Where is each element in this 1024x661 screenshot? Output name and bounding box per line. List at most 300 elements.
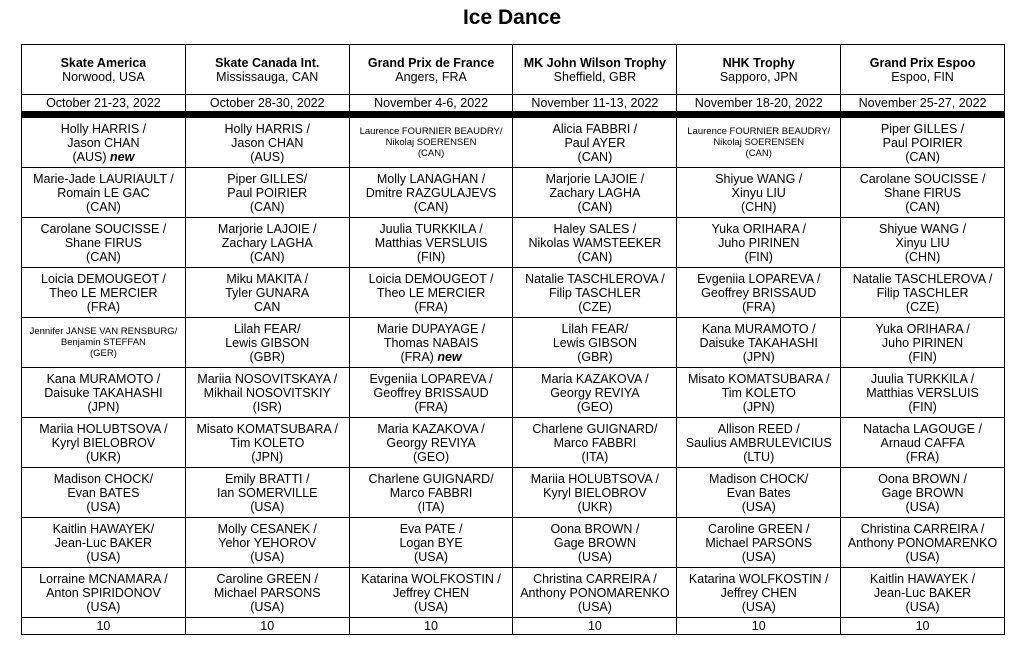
skater-2: Xinyu LIU — [731, 185, 786, 200]
team-country-line — [352, 450, 511, 464]
skater-2: Michael PARSONS — [705, 535, 813, 550]
team-country-line — [24, 450, 183, 464]
team-country-line — [188, 250, 347, 264]
entry-count-row — [22, 618, 1005, 635]
skater-1: Loicia DEMOUGEOT / — [41, 271, 166, 286]
skater-2: Filip TASCHLER — [876, 285, 969, 300]
event-header — [185, 45, 349, 95]
skater-2: Nikolaj SOERENSEN — [385, 137, 477, 148]
skater-1: Marjorie LAJOIE / — [217, 221, 317, 236]
skater-2: Jeffrey CHEN — [720, 585, 797, 600]
skater-1: Loicia DEMOUGEOT / — [368, 271, 494, 286]
skater-1: Juulia TURKKILA / — [870, 371, 975, 386]
event-location: Angers, FRA — [395, 69, 467, 84]
event-name: Skate America — [60, 55, 147, 70]
team-country-line — [352, 550, 511, 564]
team-cell — [677, 318, 841, 368]
team-cell — [349, 118, 513, 168]
team-country: (FRA) — [742, 299, 776, 314]
skater-1: Marie-Jade LAURIAULT / — [33, 171, 174, 186]
team-country: (USA) — [250, 499, 285, 514]
skater-2: Geoffrey BRISSAUD — [373, 385, 489, 400]
team-country-line — [843, 550, 1002, 564]
skater-1: Carolane SOUCISSE / — [859, 171, 986, 186]
skater-2: Gage BROWN — [553, 535, 636, 550]
skater-2: Anton SPIRIDONOV — [46, 585, 161, 600]
team-country-line — [679, 148, 838, 159]
team-cell — [185, 568, 349, 618]
skater-2: Zachary LAGHA — [549, 185, 641, 200]
skater-1: Shiyue WANG / — [879, 221, 967, 236]
skater-2: Tim KOLETO — [721, 385, 796, 400]
skater-1: Misato KOMATSUBARA / — [196, 421, 338, 436]
skater-1: Kaitlin HAWAYEK/ — [52, 521, 155, 536]
team-country: (FRA) — [905, 449, 940, 464]
team-cell — [185, 268, 349, 318]
team-cell — [185, 218, 349, 268]
team-cell — [22, 218, 186, 268]
skater-1: Oona BROWN / — [878, 471, 968, 486]
team-country: (CAN) — [417, 148, 445, 159]
skater-2: Jean-Luc BAKER — [54, 535, 153, 550]
skater-2: Kyryl BIELOBROV — [51, 435, 156, 450]
table-row — [22, 568, 1005, 618]
team-cell — [677, 268, 841, 318]
table-row — [22, 168, 1005, 218]
team-cell — [349, 518, 513, 568]
team-country-line — [188, 350, 347, 364]
skater-2: Anthony PONOMARENKO — [847, 535, 998, 550]
event-location: Mississauga, CAN — [216, 69, 319, 84]
team-cell — [22, 418, 186, 468]
event-location: Norwood, USA — [62, 69, 145, 84]
skater-1: Caroline GREEN / — [708, 521, 810, 536]
skater-1: Kaitlin HAWAYEK / — [870, 571, 976, 586]
team-country: (USA) — [905, 499, 940, 514]
skater-2: Daisuke TAKAHASHI — [699, 335, 818, 350]
team-country-line — [679, 250, 838, 264]
team-country: (CAN) — [905, 149, 940, 164]
team-country: (FIN) — [908, 349, 937, 364]
team-country: (ISR) — [252, 399, 282, 414]
skater-1: Miku MAKITA / — [226, 271, 309, 286]
team-country: (CAN) — [577, 249, 613, 264]
team-cell — [677, 368, 841, 418]
skater-1: Kana MURAMOTO / — [46, 371, 161, 386]
skater-2: Shane FIRUS — [64, 235, 142, 250]
team-country: (LTU) — [743, 449, 775, 464]
skater-2: Nikolaj SOERENSEN — [713, 137, 805, 148]
skater-1: Natalie TASCHLEROVA / — [525, 271, 665, 286]
team-cell — [185, 518, 349, 568]
team-country-line — [24, 200, 183, 214]
team-country: CAN — [254, 299, 281, 314]
skater-1: Kana MURAMOTO / — [701, 321, 816, 336]
new-team-badge: new — [437, 349, 462, 364]
team-country: (FIN) — [416, 249, 446, 264]
event-dates: November 11-13, 2022 — [513, 95, 677, 112]
team-country-line — [352, 400, 511, 414]
table-row — [22, 118, 1005, 168]
table-row — [22, 418, 1005, 468]
team-cell — [185, 468, 349, 518]
team-country: (CAN) — [577, 149, 613, 164]
event-header — [513, 45, 677, 95]
team-country-line — [679, 200, 838, 214]
team-cell — [349, 468, 513, 518]
skater-2: Michael PARSONS — [213, 585, 321, 600]
team-cell — [841, 318, 1005, 368]
team-cell — [513, 168, 677, 218]
entry-count: 10 — [677, 618, 841, 635]
skater-2: Paul AYER — [564, 135, 626, 150]
skater-1: Holly HARRIS / — [224, 121, 310, 136]
team-cell — [513, 318, 677, 368]
skater-2: Ian SOMERVILLE — [216, 485, 318, 500]
team-country: (CAN) — [577, 199, 613, 214]
team-country: (CZE) — [578, 299, 612, 314]
team-cell — [841, 218, 1005, 268]
skater-1: Mariia HOLUBTSOVA / — [39, 421, 168, 436]
team-cell — [22, 518, 186, 568]
skater-1: Marjorie LAJOIE / — [545, 171, 645, 186]
event-name: Grand Prix de France — [367, 55, 495, 70]
skater-1: Shiyue WANG / — [715, 171, 803, 186]
team-country: (CAN) — [86, 249, 121, 264]
team-cell — [677, 418, 841, 468]
table-row — [22, 318, 1005, 368]
team-cell — [841, 268, 1005, 318]
skater-1: Juulia TURKKILA / — [379, 221, 483, 236]
skater-2: Logan BYE — [399, 535, 463, 550]
skater-1: Eva PATE / — [399, 521, 463, 536]
skater-1: Marie DUPAYAGE / — [376, 321, 486, 336]
team-country-line — [515, 550, 674, 564]
team-country-line — [515, 600, 674, 614]
skater-1: Christina CARREIRA / — [860, 521, 985, 536]
skater-1: Holly HARRIS / — [60, 121, 147, 136]
skater-1: Mariia HOLUBTSOVA / — [530, 471, 660, 486]
team-country: (CHN) — [741, 199, 777, 214]
entries-body — [22, 118, 1005, 618]
event-date-row — [22, 95, 1005, 112]
team-country-line — [515, 350, 674, 364]
skater-1: Carolane SOUCISSE / — [40, 221, 167, 236]
skater-1: Molly LANAGHAN / — [376, 171, 486, 186]
team-country-line — [188, 400, 347, 414]
team-country: (GEO) — [576, 399, 613, 414]
team-country-line — [188, 300, 347, 314]
event-header-row — [22, 45, 1005, 95]
skater-1: Madison CHOCK/ — [709, 471, 809, 486]
skater-1: Haley SALES / — [553, 221, 637, 236]
team-country: (USA) — [86, 599, 121, 614]
team-cell — [513, 568, 677, 618]
team-cell — [185, 118, 349, 168]
skater-2: Filip TASCHLER — [548, 285, 641, 300]
team-country-line — [352, 600, 511, 614]
table-row — [22, 268, 1005, 318]
event-header — [349, 45, 513, 95]
skater-1: Madison CHOCK/ — [53, 471, 154, 486]
skater-1: Charlene GUIGNARD/ — [532, 421, 658, 436]
skater-2: Daisuke TAKAHASHI — [44, 385, 163, 400]
team-country: (AUS) — [250, 149, 285, 164]
event-dates: October 28-30, 2022 — [185, 95, 349, 112]
skater-1: Emily BRATTI / — [224, 471, 310, 486]
team-country-line — [188, 450, 347, 464]
team-cell — [185, 368, 349, 418]
team-country-line — [352, 500, 511, 514]
skater-1: Misato KOMATSUBARA / — [687, 371, 830, 386]
skater-2: Theo LE MERCIER — [49, 285, 158, 300]
team-country-line — [679, 350, 838, 364]
team-country-line — [24, 150, 183, 164]
skater-2: Juho PIRINEN — [718, 235, 800, 250]
team-country: (USA) — [86, 549, 121, 564]
team-country: (AUS) — [72, 149, 107, 164]
team-cell — [22, 568, 186, 618]
skater-1: Maria KAZAKOVA / — [377, 421, 485, 436]
skater-1: Piper GILLES/ — [227, 171, 308, 186]
skater-2: Theo LE MERCIER — [376, 285, 486, 300]
skater-1: Charlene GUIGNARD/ — [368, 471, 494, 486]
team-cell — [349, 218, 513, 268]
team-country-line — [679, 600, 838, 614]
entry-count: 10 — [185, 618, 349, 635]
team-cell — [841, 568, 1005, 618]
team-country: (CAN) — [745, 148, 772, 159]
event-location: Sheffield, GBR — [553, 69, 637, 84]
skater-1: Alicia FABBRI / — [552, 121, 638, 136]
team-country-line — [843, 250, 1002, 264]
event-name: Skate Canada Int. — [215, 55, 320, 70]
team-cell — [841, 368, 1005, 418]
event-dates: November 4-6, 2022 — [349, 95, 513, 112]
team-country-line — [515, 200, 674, 214]
skater-2: Xinyu LIU — [895, 235, 950, 250]
table-row — [22, 368, 1005, 418]
event-location: Espoo, FIN — [891, 69, 954, 84]
team-country: (GER) — [89, 348, 117, 359]
team-country-line — [843, 200, 1002, 214]
team-country-line — [843, 400, 1002, 414]
team-country: (CAN) — [413, 199, 449, 214]
skater-2: Saulius AMBRULEVICIUS — [685, 435, 832, 450]
skater-2: Jean-Luc BAKER — [873, 585, 972, 600]
event-dates: October 21-23, 2022 — [22, 95, 186, 112]
team-country-line — [352, 200, 511, 214]
team-country-line — [24, 500, 183, 514]
team-country-line — [188, 150, 347, 164]
team-country: (JPN) — [87, 399, 120, 414]
team-cell — [513, 518, 677, 568]
team-country-line — [679, 300, 838, 314]
team-country: (CAN) — [86, 199, 121, 214]
skater-1: Laurence FOURNIER BEAUDRY/ — [359, 126, 503, 137]
team-cell — [349, 568, 513, 618]
team-country-line — [515, 250, 674, 264]
skater-2: Paul POIRIER — [227, 185, 308, 200]
team-country-line — [24, 600, 183, 614]
team-cell — [22, 318, 186, 368]
skater-1: Allison REED / — [717, 421, 800, 436]
skater-1: Lilah FEAR/ — [233, 321, 301, 336]
team-country-line — [843, 150, 1002, 164]
skater-2: Lewis GIBSON — [552, 335, 637, 350]
skater-1: Natacha LAGOUGE / — [863, 421, 982, 436]
team-country-line — [188, 200, 347, 214]
team-country: (FRA) — [86, 299, 121, 314]
team-cell — [349, 368, 513, 418]
event-name: MK John Wilson Trophy — [523, 55, 667, 70]
team-country: (USA) — [741, 499, 776, 514]
team-cell — [677, 468, 841, 518]
team-cell — [677, 168, 841, 218]
skater-2: Georgy REVIYA — [386, 435, 476, 450]
team-cell — [841, 468, 1005, 518]
team-country: (USA) — [86, 499, 121, 514]
team-country-line — [679, 500, 838, 514]
skater-1: Maria KAZAKOVA / — [541, 371, 649, 386]
team-cell — [841, 118, 1005, 168]
team-country-line — [24, 250, 183, 264]
team-country-line — [24, 300, 183, 314]
team-cell — [349, 418, 513, 468]
skater-1: Molly CESANEK / — [217, 521, 317, 536]
team-country: (JPN) — [742, 349, 775, 364]
team-country: (USA) — [414, 599, 449, 614]
team-country-line — [679, 550, 838, 564]
team-country: (JPN) — [251, 449, 284, 464]
team-cell — [513, 418, 677, 468]
team-country: (USA) — [250, 549, 285, 564]
team-cell — [513, 468, 677, 518]
team-country: (GBR) — [249, 349, 285, 364]
team-country: (USA) — [905, 599, 940, 614]
team-country: (USA) — [741, 599, 776, 614]
entry-count: 10 — [513, 618, 677, 635]
table-row — [22, 468, 1005, 518]
table-row — [22, 218, 1005, 268]
skater-2: Matthias VERSLUIS — [866, 385, 979, 400]
skater-1: Christina CARREIRA / — [533, 571, 657, 586]
team-country-line — [515, 150, 674, 164]
team-cell — [513, 218, 677, 268]
skater-2: Evan BATES — [67, 485, 140, 500]
team-cell — [513, 368, 677, 418]
team-country: (FRA) — [400, 349, 434, 364]
team-country: (USA) — [741, 549, 776, 564]
team-cell — [841, 418, 1005, 468]
skater-2: Arnaud CAFFA — [880, 435, 965, 450]
team-country: (FRA) — [414, 399, 448, 414]
team-country: (FRA) — [414, 299, 448, 314]
skater-2: Yehor YEHOROV — [218, 535, 317, 550]
team-country: (USA) — [905, 549, 940, 564]
team-cell — [677, 568, 841, 618]
team-country-line — [515, 300, 674, 314]
team-cell — [349, 168, 513, 218]
team-country: (ITA) — [417, 499, 445, 514]
skater-2: Romain LE GAC — [57, 185, 150, 200]
team-cell — [349, 318, 513, 368]
team-country-line — [24, 400, 183, 414]
skater-2: Shane FIRUS — [884, 185, 962, 200]
skater-1: Yuka ORIHARA / — [875, 321, 970, 336]
event-header — [677, 45, 841, 95]
team-country: (ITA) — [581, 449, 609, 464]
event-header — [22, 45, 186, 95]
event-name: NHK Trophy — [722, 55, 795, 70]
team-country-line — [352, 250, 511, 264]
skater-1: Yuka ORIHARA / — [711, 221, 806, 236]
entry-count: 10 — [22, 618, 186, 635]
team-country: (JPN) — [742, 399, 775, 414]
team-country-line — [843, 450, 1002, 464]
team-country-line — [843, 600, 1002, 614]
team-country: (CAN) — [905, 199, 940, 214]
table-row — [22, 518, 1005, 568]
team-cell — [349, 268, 513, 318]
skater-1: Oona BROWN / — [550, 521, 640, 536]
event-header — [841, 45, 1005, 95]
skater-1: Caroline GREEN / — [216, 571, 318, 586]
team-cell — [841, 168, 1005, 218]
event-dates: November 18-20, 2022 — [677, 95, 841, 112]
skater-1: Mariia NOSOVITSKAYA / — [197, 371, 338, 386]
skater-2: Zachary LAGHA — [221, 235, 313, 250]
skater-2: Gage BROWN — [881, 485, 964, 500]
skater-2: Juho PIRINEN — [881, 335, 964, 350]
team-cell — [841, 518, 1005, 568]
team-cell — [22, 268, 186, 318]
skater-1: Evgeniia LOPAREVA / — [697, 271, 821, 286]
team-country-line — [352, 300, 511, 314]
team-country: (CAN) — [249, 249, 285, 264]
team-country: (USA) — [250, 599, 285, 614]
team-country: (USA) — [577, 549, 612, 564]
skater-2: Geoffrey BRISSAUD — [701, 285, 817, 300]
team-country-line — [843, 350, 1002, 364]
team-country-line — [515, 450, 674, 464]
skater-2: Tim KOLETO — [230, 435, 305, 450]
skater-1: Katarina WOLFKOSTIN / — [361, 571, 501, 586]
skater-2: Paul POIRIER — [882, 135, 963, 150]
team-country: (GBR) — [577, 349, 613, 364]
skater-2: Anthony PONOMARENKO — [520, 585, 670, 600]
skater-2: Evan Bates — [726, 485, 791, 500]
team-cell — [185, 318, 349, 368]
team-cell — [185, 168, 349, 218]
team-cell — [22, 118, 186, 168]
team-country-line — [188, 550, 347, 564]
team-country-line — [188, 500, 347, 514]
team-cell — [677, 518, 841, 568]
skater-1: Natalie TASCHLEROVA / — [852, 271, 993, 286]
skater-2: Jeffrey CHEN — [392, 585, 470, 600]
skater-1: Jennifer JANSE VAN RENSBURG/ — [29, 326, 178, 337]
team-country-line — [188, 600, 347, 614]
team-country-line — [843, 500, 1002, 514]
team-country: (USA) — [414, 549, 449, 564]
skater-2: Mikhail NOSOVITSKIY — [203, 385, 331, 400]
team-country: (UKR) — [86, 449, 121, 464]
skater-2: Jason CHAN — [67, 135, 140, 150]
team-cell — [513, 268, 677, 318]
team-country-line — [515, 400, 674, 414]
team-cell — [22, 368, 186, 418]
